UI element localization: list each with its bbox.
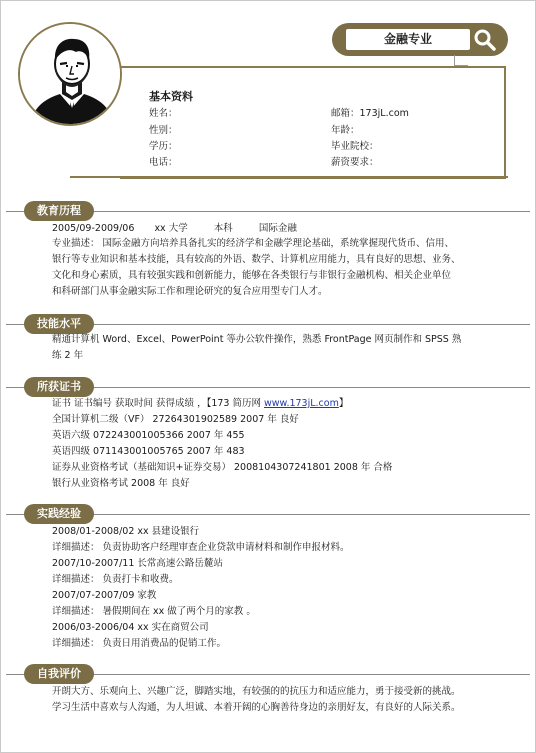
education-desc-line: 和科研部门从事金融实际工作和理论研究的复合应用型专门人才。 <box>52 286 328 297</box>
education-desc-line: 文化和身心素质，具有较强实践和创新能力，能够在各类银行与非银行金融机构、相关企业单位 <box>52 270 452 281</box>
search-connector <box>454 55 468 66</box>
certificates-header-text: 证书 证书编号 获取时间 获得成绩 ，【173 简历网 <box>52 398 265 409</box>
section-title-certificates: 所获证书 <box>24 377 94 397</box>
practice-line: 详细描述： 负责日用消费品的促销工作。 <box>52 638 227 649</box>
section-title-skills: 技能水平 <box>24 314 94 334</box>
field-school-label: 毕业院校： <box>331 141 379 152</box>
section-title-self-eval: 自我评价 <box>24 664 94 684</box>
profile-photo <box>18 22 122 126</box>
practice-line: 2007/10-2007/11 长常高速公路岳麓站 <box>52 558 223 569</box>
portrait-silhouette-icon <box>20 24 122 126</box>
basic-info-bottom-rule <box>70 176 508 178</box>
search-input[interactable]: 金融专业 <box>346 29 470 50</box>
certificate-item: 证券从业资格考试（基础知识+证券交易） 2008104307241801 2008 年 合格 <box>52 462 393 473</box>
education-period: 2005/09-2009/06 <box>52 223 135 234</box>
field-salary-label: 薪资要求： <box>331 157 379 168</box>
field-phone-label: 电话： <box>149 157 178 168</box>
field-email-label: 邮箱： <box>331 108 360 119</box>
field-gender-label: 性别： <box>149 125 178 136</box>
practice-line: 详细描述： 暑假期间在 xx 做了两个月的家教 。 <box>52 606 256 617</box>
skills-line: 练 2 年 <box>52 350 84 361</box>
practice-line: 2006/03-2006/04 xx 实在商贸公司 <box>52 622 209 633</box>
section-title-practice: 实践经验 <box>24 504 94 524</box>
section-title-education: 教育历程 <box>24 201 94 221</box>
self-eval-line: 学习生活中喜欢与人沟通，为人坦诚、本着开阔的心胸善待身边的亲朋好友，有良好的人际关系。 <box>52 702 461 713</box>
field-age-label: 年龄： <box>331 125 360 136</box>
certificate-item: 英语四级 071143001005765 2007 年 483 <box>52 446 245 457</box>
education-desc-line: 银行等专业知识和基本技能，具有较高的外语、数学、计算机应用能力，具有良好的思想、业务、 <box>52 254 461 265</box>
basic-info-title: 基本资料 <box>149 90 193 103</box>
practice-line: 详细描述： 负责打卡和收费。 <box>52 574 179 585</box>
field-education-label: 学历： <box>149 141 178 152</box>
practice-line: 2008/01-2008/02 xx 县建设银行 <box>52 526 200 537</box>
field-email <box>331 107 409 120</box>
practice-line: 2007/07-2007/09 家教 <box>52 590 157 601</box>
magnifier-icon[interactable] <box>472 27 498 53</box>
education-school: xx 大学 <box>154 223 188 234</box>
certificates-header-line <box>52 397 348 411</box>
skills-line: 精通计算机 Word、Excel、PowerPoint 等办公软件操作，熟悉 FrontPage 网页制作和 SPSS 熟 <box>52 334 462 345</box>
education-major: 国际金融 <box>258 223 297 234</box>
certificate-item: 全国计算机二级（VF） 27264301902589 2007 年 良好 <box>52 414 299 425</box>
self-eval-line: 开朗大方、乐观向上、兴趣广泛，脚踏实地，有较强的的抗压力和适应能力，勇于接受新的挑战。 <box>52 686 461 697</box>
certificates-header-suffix: 】 <box>338 398 349 409</box>
education-degree: 本科 <box>213 223 233 234</box>
education-desc-line: 专业描述： 国际金融方向培养具备扎实的经济学和金融学理论基础，系统掌握现代货币、信用、 <box>52 238 455 249</box>
practice-line: 详细描述： 负责协助客户经理审查企业贷款申请材料和制作申报材料。 <box>52 542 350 553</box>
certificate-item: 银行从业资格考试 2008 年 良好 <box>52 478 190 489</box>
website-link[interactable]: www.173jL.com <box>264 398 339 409</box>
certificate-item: 英语六级 072243001005366 2007 年 455 <box>52 430 245 441</box>
education-row <box>52 222 297 236</box>
field-name-label: 姓名： <box>149 108 178 119</box>
field-email-value: 173jL.com <box>359 108 409 119</box>
